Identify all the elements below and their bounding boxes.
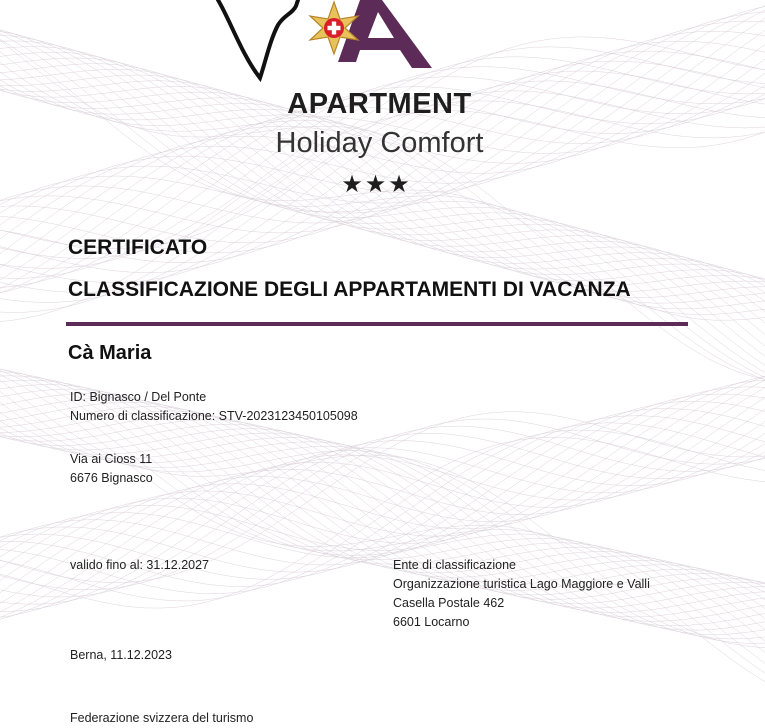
logo-outline-icon [218, 0, 298, 78]
issuer-heading: Ente di classificazione [393, 558, 516, 572]
property-name: Cà Maria [68, 342, 152, 364]
property-ids [70, 388, 358, 426]
address-city: 6676 Bignasco [70, 471, 153, 485]
address-street: Via ai Cioss 11 [70, 452, 153, 466]
guilloche-line [0, 402, 765, 624]
brand-subtitle: Holiday Comfort [275, 127, 484, 159]
guilloche-line [0, 414, 765, 623]
title-divider [66, 322, 688, 326]
brand-logo [200, 0, 500, 85]
issuer-block [393, 556, 650, 632]
brand-title: APARTMENT [287, 88, 472, 120]
issuer-po-box: Casella Postale 462 [393, 596, 505, 610]
issuer-city: 6601 Locarno [393, 615, 470, 629]
property-id-line: ID: Bignasco / Del Ponte [70, 390, 207, 404]
certificate-subtitle: CLASSIFICAZIONE DEGLI APPARTAMENTI DI VACANZA [68, 278, 631, 301]
issuer-name: Organizzazione turistica Lago Maggiore e Valli [393, 577, 650, 591]
rating-stars-icon: ★★★ [341, 171, 412, 198]
place-date: Berna, 11.12.2023 [70, 648, 172, 662]
certificate-title: CERTIFICATO [68, 236, 208, 259]
footer-organization: Federazione svizzera del turismo [70, 711, 254, 725]
property-address [70, 450, 153, 488]
validity-date: valido fino al: 31.12.2027 [70, 558, 209, 572]
classification-number: Numero di classificazione: STV-2023123450105098 [70, 409, 358, 423]
